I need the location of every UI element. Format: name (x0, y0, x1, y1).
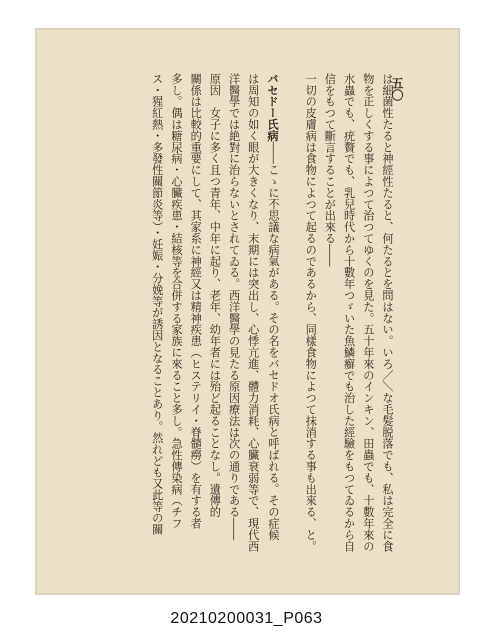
body-text (148, 73, 397, 573)
text-line: は細菌性たると神經性たると、何たるとを問はない。いろ／＼な毛髪脱落でも、私は完全に食 (381, 73, 394, 552)
text-line: は周知の如く眼が大きくなり、末期には突出し、心悸亢進、體力消耗、心臟衰弱等で、現代西 (246, 73, 260, 552)
text-line: ス・猩紅熱・多發性關節炎等）・妊娠・分娩等が誘因となることあり。然れども又此等の關 (150, 73, 164, 535)
section-first-line (263, 73, 283, 573)
text-line: 原因 女子に多く且つ青年、中年に起り、老年、幼年者には殆ど起ることなし。遺傳的 (208, 73, 222, 518)
document-page (35, 28, 460, 595)
image-id-caption: 20210200031_P063 (170, 610, 323, 627)
text-line: 物を正しくする事によつて治つてゆくのを見た。五十年來のインキン、田蟲でも、十數年來の (361, 73, 375, 552)
section-gap (283, 73, 301, 573)
page-number: 五〇 (390, 77, 404, 101)
text-line: ――こゝに不思議な病氣がある。その名をバセドオ氏病と呼ばれる。その症候 (266, 141, 280, 541)
text-line: 一切の皮膚病は食物によつて起るのであるから、同樣食物によつて抹消する事も出來る、と。 (304, 73, 318, 552)
section-heading: バセドー氏病 (265, 73, 280, 142)
text-line: 信をもつて斷言することが出來る―― (323, 73, 337, 267)
text-line: 洋醫學では絶對に治らないとされてゐる。西洋醫學の見たる原因療法は次の通りである―― (227, 73, 241, 541)
text-line: 多し。偶は糖尿病・心臟疾患・結核等を合併する家族に來ること多し。急性傳染病（チフ (169, 73, 183, 529)
text-line: 水蟲でも、疣贅でも、乳兒時代から十數年つゞいた魚鱗癬でも治した經驗をもつてゐるから自 (342, 73, 356, 552)
text-line: 關係は比較的重要にして、其家系に神經又は精神疾患（ヒステリイ・脊髓癆）を有する者 (189, 73, 203, 529)
